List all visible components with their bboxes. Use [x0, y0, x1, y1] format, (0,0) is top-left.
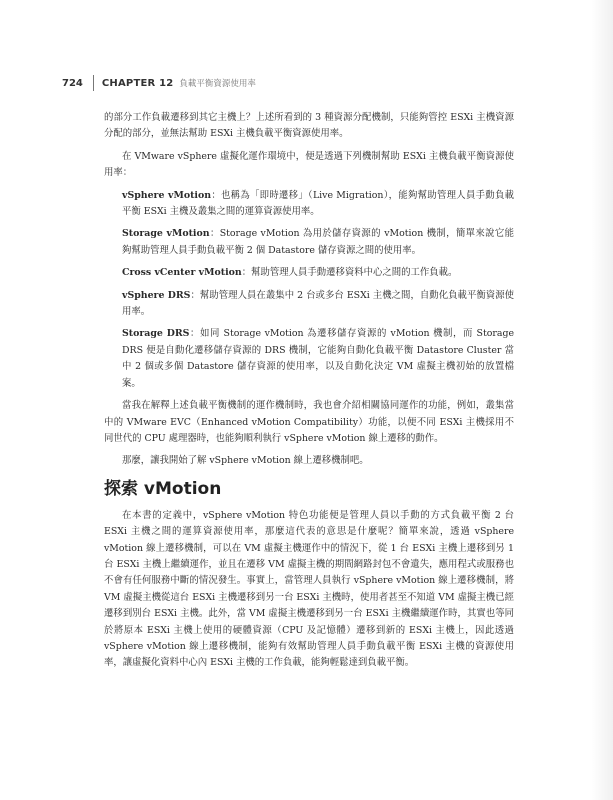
- list-item-storage-vmotion: [122, 226, 514, 259]
- list-item-cross-vcenter-vmotion: [122, 265, 514, 281]
- desc-cross-vcenter-vmotion: ：幫助管理人員手動遷移資料中心之間的工作負載。: [241, 267, 458, 279]
- desc-storage-vmotion: ：Storage vMotion 為用於儲存資源的 vMotion 機制，簡單來說它能夠幫助管理人員手動負載平衡 2 個 Datastore 儲存資源之間的使用率。: [122, 228, 514, 256]
- desc-vsphere-vmotion: ：也稱為「即時遷移」（Live Migration），能夠幫助管理人員手動負載平衡 ESXi 主機及叢集之間的運算資源使用率。: [122, 189, 515, 218]
- section-title: 探索 vMotion: [104, 478, 222, 499]
- header-divider: [93, 75, 94, 91]
- page-edge-shadow: [591, 0, 613, 800]
- page-number: 724: [62, 77, 83, 89]
- paragraph-evc: 當我在解釋上述負載平衡機制的運作機制時，我也會介紹相關協同運作的功能，例如，叢集當中的 VMware EVC（Enhanced vMotion Compatibility）功能，以便不同 ESXi 主機採用不同世代的 CPU 處理器時，也能夠順利執行 vSphere vMotion 線上遷移的動作。: [104, 400, 514, 444]
- list-item-vsphere-vmotion: [122, 188, 514, 221]
- term-vsphere-drs: vSphere DRS: [122, 289, 191, 301]
- page-body: [104, 110, 514, 678]
- list-item-vsphere-drs: [122, 288, 514, 321]
- paragraph-lead-in: 那麼，讓我開始了解 vSphere vMotion 線上遷移機制吧。: [122, 455, 369, 467]
- paragraph-intro-2: 在 VMware vSphere 虛擬化運作環境中，便是透過下列機制幫助 ESXi 主機負載平衡資源使用率：: [104, 150, 514, 179]
- chapter-title: 負載平衡資源使用率: [179, 79, 256, 89]
- paragraph-section: 在本書的定義中，vSphere vMotion 特色功能便是管理人員以手動的方式負載平衡 2 台 ESXi 主機之間的運算資源使用率，那麼這代表的意思是什麼呢？簡單來說，透過 vSphere vMotion 線上遷移機制，可以在 VM 虛擬主機運作中的情況下，從 1 台 ESXi 主機上遷移到另 1 台 ESXi 主機上繼續運作，並且在遷移 VM 虛擬主機的期間網路封包不會遺失，應用程式或服務也不會有任何服務中斷的情況發生。事實上，當管理人員執行 vSphere vMotion 線上遷移機制，將 VM 虛擬主機從這台 ESXi 主機遷移到另一台 ESXi 主機時，使用者甚至不知道 VM 虛擬主機已經遷移到別台 ESXi 主機。此外，當 VM 虛擬主機遷移到另一台 ESXi 主機繼續運作時，其實也等同於將原本 ESXi 主機上使用的硬體資源（CPU 及記憶體）遷移到新的 ESXi 主機上，因此透過 vSphere vMotion 線上遷移機制，能夠有效幫助管理人員手動負載平衡 ESXi 主機的資源使用率，讓虛擬化資料中心內 ESXi 主機的工作負載，能夠輕鬆達到負載平衡。: [104, 509, 514, 669]
- term-cross-vcenter-vmotion: Cross vCenter vMotion: [122, 267, 242, 279]
- term-storage-drs: Storage DRS: [122, 328, 190, 340]
- page-header: [62, 76, 256, 90]
- list-item-storage-drs: [122, 326, 514, 392]
- term-vsphere-vmotion: vSphere vMotion: [122, 189, 212, 201]
- desc-storage-drs: ：如同 Storage vMotion 為遷移儲存資源的 vMotion 機制，而 Storage DRS 便是自動化遷移儲存資源的 DRS 機制，它能夠自動化負載平衡 Datastore Cluster 當中 2 個或多個 Datastore 儲存資源的使用率，以及自動化決定 VM 虛擬主機初始的放置檔案。: [122, 328, 515, 389]
- paragraph-intro-1: 的部分工作負載遷移到其它主機上？上述所看到的 3 種資源分配機制，只能夠管控 ESXi 主機資源分配的部分，並無法幫助 ESXi 主機負載平衡資源使用率。: [104, 112, 514, 140]
- desc-vsphere-drs: ：幫助管理人員在叢集中 2 台或多台 ESXi 主機之間，自動化負載平衡資源使用率。: [122, 289, 515, 318]
- chapter-label: CHAPTER 12: [101, 77, 174, 89]
- term-storage-vmotion: Storage vMotion: [122, 228, 210, 240]
